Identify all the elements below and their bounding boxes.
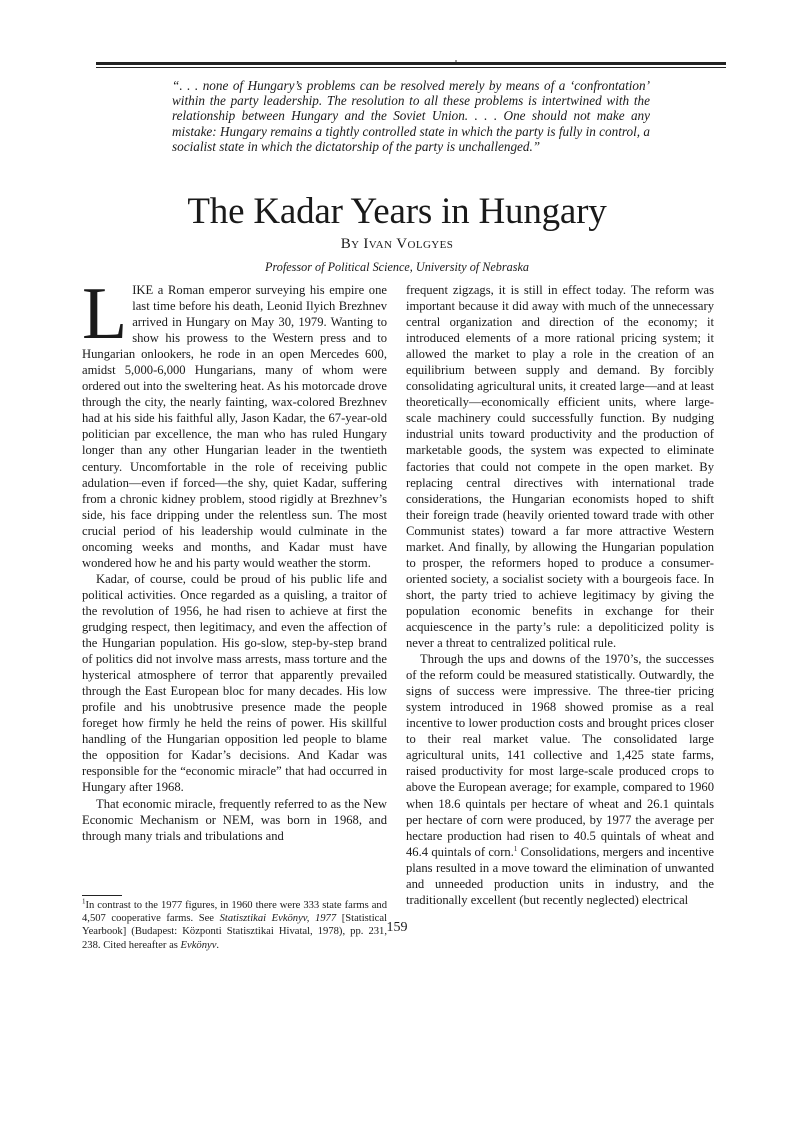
- footnote-ref: 1: [513, 844, 518, 853]
- footnote-short-title: Evkönyv: [180, 939, 217, 951]
- paragraph-text: Consolidations, mergers and incentive plans resulted in a move toward the elimination of unwanted and unneeded production units in industry, and the traditionally excellent (but recently neglected) electrical: [406, 844, 715, 907]
- left-column: [82, 273, 387, 844]
- speck: [455, 60, 457, 62]
- right-column: [406, 282, 714, 908]
- paragraph-text: Through the ups and downs of the 1970’s, the successes of the reform could be measured statistically. Outwardly, the signs of success were impressive. The three-tier pricing system introduced in 1968 showed promise as a real incentive to lower production costs and brought prices closer to their real market value. The consolidated large agricultural units, 141 collective and 1,425 state farms, raised productivity for most large-scale produced crops to above the European average; for example, compared to 1960 when 18.6 quintals per hectare of wheat and 26.1 quintals per hectare of corn were produced, by 1977 the average per hectare production had risen to 40.5 quintals of wheat and 46.4 quintals of corn.: [406, 652, 714, 859]
- paragraph: [406, 651, 714, 908]
- page-number: 159: [386, 920, 408, 935]
- article-title: The Kadar Years in Hungary: [187, 191, 607, 232]
- byline: [0, 236, 794, 253]
- paragraph-text: IKE a Roman emperor surveying his empire one last time before his death, Leonid Ilyich Brezhnev arrived in Hungary on May 30, 1979. Wanting to show his prowess to the Western press and to Hungarian onlookers, he rode in an open Mercedes 600, amidst 5,000-6,000 Hungarians, many of whom were ordered out into the sweltering heat. As his motorcade drove through the city, the nearly fainting, wax-colored Brezhnev had at his side his faithful ally, Jason Kadar, the 67-year-old politician par excellence, the man who has ruled Hungary longer than any other Hungarian leader in the twentieth century. Uncomfortable in the role of receiving public adulation—even if forced—the shy, quiet Kadar, suffering from a chronic kidney problem, stood rigidly at Brezhnev’s side, his face dripping under the relentless sun. The most crucial period of his leadership would culminate in the oncoming weeks and months, and Kadar must have wondered how he and his party would weather the storm.: [82, 283, 387, 570]
- paragraph: [82, 273, 387, 571]
- drop-cap: L: [82, 273, 128, 355]
- top-rule-thick: [96, 62, 726, 65]
- top-rule-thin: [96, 67, 726, 68]
- footnote-text: [Statistical Yearbook] (Budapest: Központi Statisztikai Hivatal, 1978), pp. 231, 238. Cited hereafter as: [82, 913, 388, 951]
- author-affiliation: Professor of Political Science, University of Nebraska: [265, 260, 529, 274]
- byline-prefix: By: [340, 236, 360, 252]
- footnote-source-title: Statisztikai Evkönyv, 1977: [219, 913, 337, 925]
- epigraph: “. . . none of Hungary’s problems can be resolved merely by means of a ‘confrontation’ within the party leadership. The resolution to all these problems is intertwined with the relationship between Hungary and the Soviet Union. . . . One should not make any mistake: Hungary remains a tightly controlled state in which the party is fully in control, a socialist state in which the dictatorship of the party is unchallenged.”: [172, 78, 650, 154]
- footnote-marker: 1: [82, 897, 86, 906]
- paragraph: Kadar, of course, could be proud of his public life and political activities. Once regarded as a quisling, a traitor of the revolution of 1956, he had risen to achieve at first the grudging respect, then legitimacy, and even the affection of the Hungarian population. His go-slow, step-by-step brand of politics did not involve mass arrests, mass torture and the hysterical atmosphere of terror that apparently prevailed through the East European bloc for many decades. His low profile and his unobtrusive presence made the people foreget how firmly he held the reins of power. His skillful handling of the Hungarian opposition led people to blame the opposition for Kadar’s decisions. And Kadar was responsible for the “economic miracle” that had occurred in Hungary after 1968.: [82, 571, 387, 795]
- paragraph: frequent zigzags, it is still in effect today. The reform was important because it did away with much of the unnecessary central organization and direction of the economy; it introduced elements of a more rational pricing system; it allowed the market to play a role in the creation of an equilibrium between supply and demand. By forcibly consolidating agricultural units, it created large—and at least theoretically—economically efficient units, where large-scale machinery could successfully function. By nudging industrial units toward productivity and the production of marketable goods, the system was expected to eliminate factories that could not compete in the open market. By replacing central directives with international trade considerations, the Hungarian economists hoped to shift their foreign trade (heavily oriented toward trade with other Communist states) toward a far more attractive Western market. And finally, by allowing the Hungarian population to prosper, the reformers hoped to produce a consumer-oriented society, a socialist society with a bourgeois face. In short, the party tried to achieve legitimacy by giving the population economic benefits in exchange for their acquiescence in the party’s rule: a depoliticized polity is never a threat to centralized political rule.: [406, 283, 714, 651]
- footnote-rule: [82, 895, 122, 896]
- author-name: Ivan Volgyes: [363, 236, 454, 252]
- footnote-text: .: [216, 939, 220, 951]
- footnote-text: In contrast to the 1977 figures, in 1960 there were 333 state farms and 4,507 cooperative farms. See: [82, 900, 387, 925]
- paragraph: That economic miracle, frequently referred to as the New Economic Mechanism or NEM, was born in 1968, and through many trials and tribulations and: [82, 796, 387, 843]
